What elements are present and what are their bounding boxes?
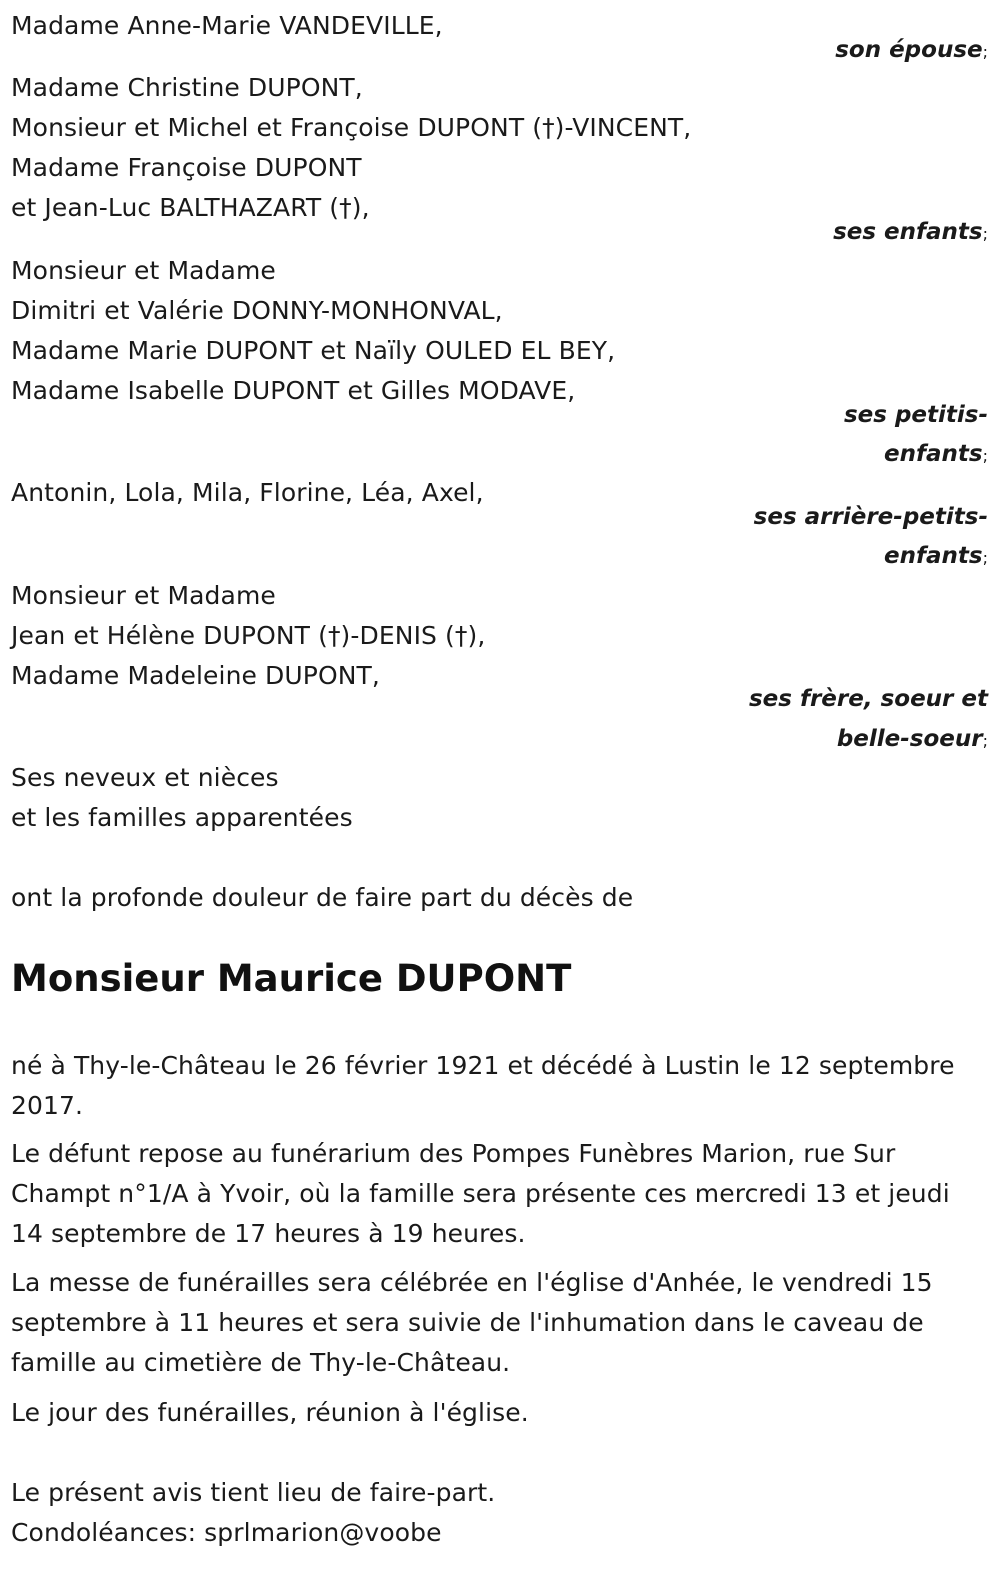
family-line: Ses neveux et nièces xyxy=(11,763,279,792)
reunion-line: Le jour des funérailles, réunion à l'église. xyxy=(11,1398,529,1427)
visitation-line: Le défunt repose au funérarium des Pompes Funèbres Marion, rue Sur xyxy=(11,1139,896,1168)
birth-death-line: 2017. xyxy=(11,1091,84,1120)
mass-line: La messe de funérailles sera célébrée en l'église d'Anhée, le vendredi 15 xyxy=(11,1268,933,1297)
grandchildren-line: Madame Marie DUPONT et Naïly OULED EL BEY, xyxy=(11,336,616,365)
great-grandchildren-line: Antonin, Lola, Mila, Florine, Léa, Axel, xyxy=(11,478,484,507)
relation-siblings-line1: ses frère, soeur et xyxy=(748,686,988,712)
siblings-line: Madame Madeleine DUPONT, xyxy=(11,661,380,690)
children-line: Madame Françoise DUPONT xyxy=(11,153,362,182)
family-line: et les familles apparentées xyxy=(11,803,353,832)
visitation-line: Champt n°1/A à Yvoir, où la famille sera présente ces mercredi 13 et jeudi xyxy=(11,1179,950,1208)
condolences-line: Condoléances: sprlmarion@voobe xyxy=(11,1518,442,1547)
grandchildren-line: Madame Isabelle DUPONT et Gilles MODAVE, xyxy=(11,376,576,405)
spouse-line: Madame Anne-Marie VANDEVILLE, xyxy=(11,11,443,40)
notice-statement: Le présent avis tient lieu de faire-part. xyxy=(11,1478,496,1507)
siblings-line: Monsieur et Madame xyxy=(11,581,276,610)
mass-line: famille au cimetière de Thy-le-Château. xyxy=(11,1348,511,1377)
relation-children: ses enfants; xyxy=(833,219,988,245)
visitation-line: 14 septembre de 17 heures à 19 heures. xyxy=(11,1219,526,1248)
relation-grandchildren-line1: ses petitis- xyxy=(843,402,988,428)
grandchildren-line: Dimitri et Valérie DONNY-MONHONVAL, xyxy=(11,296,503,325)
children-line: et Jean-Luc BALTHAZART (†), xyxy=(11,193,370,222)
children-line: Monsieur et Michel et Françoise DUPONT (†)-VINCENT, xyxy=(11,113,692,142)
siblings-line: Jean et Hélène DUPONT (†)-DENIS (†), xyxy=(11,621,486,650)
grandchildren-line: Monsieur et Madame xyxy=(11,256,276,285)
relation-great-grandchildren-line1: ses arrière-petits- xyxy=(753,504,988,530)
relation-spouse: son épouse; xyxy=(835,37,988,63)
children-line: Madame Christine DUPONT, xyxy=(11,73,363,102)
birth-death-line: né à Thy-le-Château le 26 février 1921 et décédé à Lustin le 12 septembre xyxy=(11,1051,955,1080)
mass-line: septembre à 11 heures et sera suivie de l'inhumation dans le caveau de xyxy=(11,1308,924,1337)
announcement: ont la profonde douleur de faire part du décès de xyxy=(11,883,634,912)
deceased-name: Monsieur Maurice DUPONT xyxy=(11,957,572,1000)
relation-grandchildren-line2: enfants; xyxy=(884,441,988,467)
relation-siblings-line2: belle-soeur; xyxy=(836,726,988,752)
relation-great-grandchildren-line2: enfants; xyxy=(884,543,988,569)
